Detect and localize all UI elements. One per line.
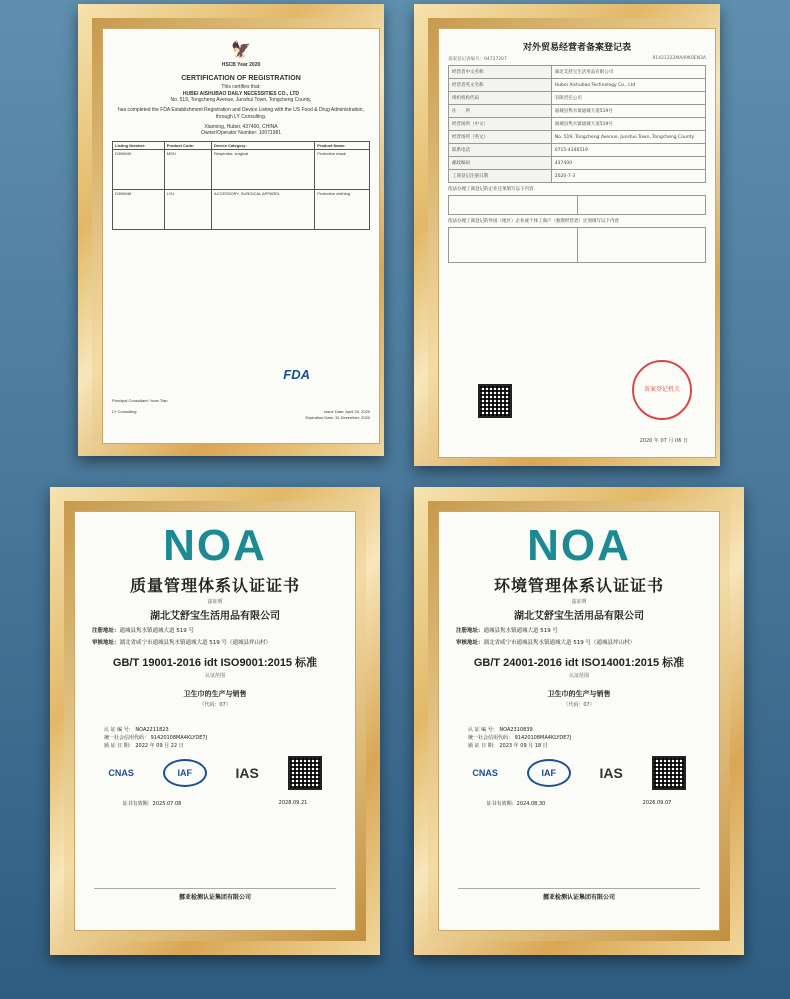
completed-text: has completed the FDA Establishment Registration and Device Listing with the US Food & Drug Administration, through LY Consulting. bbox=[118, 107, 364, 120]
cell: 工商登记注册日期 bbox=[449, 170, 552, 183]
table-row bbox=[449, 92, 706, 105]
owner-number: Owner/Operator Number: 10071981 bbox=[200, 130, 282, 137]
col-header: Product Code: bbox=[164, 142, 211, 150]
value: 通城县隽水镇通城大道 519 号 bbox=[119, 628, 195, 634]
scope: 卫生巾的生产与销售 bbox=[183, 690, 247, 698]
col-header: Listing Number: bbox=[113, 142, 165, 150]
valid-from: 证书有效期：2025.07.08 bbox=[122, 801, 182, 807]
table-row bbox=[449, 131, 706, 144]
qr-code bbox=[288, 756, 322, 790]
issue-date: Issue Date: April 25, 2020 bbox=[324, 409, 370, 415]
scope-code: （代码：07） bbox=[563, 702, 595, 708]
scope-code: （代码：07） bbox=[199, 702, 231, 708]
cnas-logo: CNAS bbox=[108, 768, 134, 778]
cell bbox=[577, 196, 706, 215]
section-2-table bbox=[448, 227, 706, 263]
cell: Protective clothing bbox=[315, 190, 370, 230]
footer bbox=[112, 398, 370, 420]
cell: ACCESSORY, SURGICAL APPAREL bbox=[212, 190, 315, 230]
cert-label: 兹证明 bbox=[207, 599, 223, 605]
cell: 湖北艾舒宝生活用品有限公司 bbox=[551, 66, 705, 79]
issuer-name: 挪亚检测认证集团有限公司 bbox=[458, 888, 700, 901]
table-row bbox=[449, 144, 706, 157]
noa-environment-certificate bbox=[438, 511, 720, 931]
table-row bbox=[449, 228, 706, 263]
table-row bbox=[449, 170, 706, 183]
cert-label: 兹证明 bbox=[571, 599, 587, 605]
record-number-row bbox=[448, 56, 706, 62]
cell: LYU bbox=[164, 190, 211, 230]
section-1-table bbox=[448, 195, 706, 215]
expiry-date: Expiration Date: 31 December, 2020 bbox=[305, 414, 370, 420]
iaf-logo: IAF bbox=[527, 759, 571, 787]
record-number: 04727207 bbox=[484, 57, 507, 62]
noa-quality-certificate bbox=[74, 511, 356, 931]
cert-title: CERTIFICATION OF REGISTRATION bbox=[181, 75, 301, 83]
ias-logo: IAS bbox=[599, 765, 623, 781]
validity bbox=[438, 800, 720, 807]
listing-table bbox=[112, 141, 370, 230]
cell: Respirator, surgical bbox=[212, 150, 315, 190]
cell: MSH bbox=[164, 150, 211, 190]
table-row bbox=[449, 118, 706, 131]
table-row bbox=[113, 150, 370, 190]
audit-address bbox=[438, 638, 720, 646]
record-title: 对外贸易经营者备案登记表 bbox=[522, 43, 631, 53]
cnas-logo: CNAS bbox=[472, 768, 498, 778]
record-code: 91421222MA49K0EN3A bbox=[652, 56, 706, 61]
scope-label: 认证范围 bbox=[204, 673, 225, 679]
city-text: Xianning, Hubei, 437400, CHINA bbox=[204, 123, 278, 130]
cert-meta bbox=[74, 726, 356, 750]
consultant: Principal Consultant: Yuan Tian bbox=[112, 397, 168, 403]
cell: 住 所 bbox=[449, 105, 552, 118]
cert-number: 认 证 编 号： NOA2310839 bbox=[468, 727, 533, 733]
value: 湖北省咸宁市通城县隽水镇通城大道 519 号（通城县坪山村） bbox=[483, 640, 636, 646]
number-label: 备案登记表编号： bbox=[448, 57, 484, 62]
cell: 经营者中文名称 bbox=[449, 66, 552, 79]
cert-number: 认 证 编 号： NOA2211823 bbox=[104, 727, 169, 733]
section-2: 依法办理工商登记的外国（地区）企业或个体工商户（独资经营者）还须填写以下内容 bbox=[448, 219, 619, 224]
issuer: LY Consulting bbox=[112, 409, 137, 415]
cell bbox=[577, 228, 706, 263]
cell bbox=[449, 228, 578, 263]
cell: 联系电话 bbox=[449, 144, 552, 157]
table-row bbox=[449, 79, 706, 92]
label: 注册地址： bbox=[456, 628, 484, 634]
cell: 0715-4346519 bbox=[551, 144, 705, 157]
table-row bbox=[449, 66, 706, 79]
cert-meta bbox=[438, 726, 720, 750]
eagle-flag-emblem: 🦅 bbox=[231, 42, 251, 59]
table-row bbox=[449, 105, 706, 118]
standard: GB/T 24001-2016 idt ISO14001:2015 标准 bbox=[473, 657, 685, 669]
table-row bbox=[113, 190, 370, 230]
accreditation-logos bbox=[458, 756, 700, 790]
company-name: HUBEI AISHUBAO DAILY NECESSITIES CO., LTD bbox=[182, 90, 300, 97]
standard: GB/T 19001-2016 idt ISO9001:2015 标准 bbox=[112, 657, 318, 669]
brand-text: HSCB Year 2020 bbox=[221, 61, 261, 68]
certifies-text: This certifies that: bbox=[221, 83, 261, 90]
cell bbox=[449, 196, 578, 215]
qr-code bbox=[652, 756, 686, 790]
record-date: 2020 年 07 月 06 日 bbox=[639, 438, 688, 444]
frame-mat bbox=[428, 18, 706, 452]
scope: 卫生巾的生产与销售 bbox=[547, 690, 611, 698]
iaf-logo: IAF bbox=[163, 759, 207, 787]
issue-date: 颁 证 日 期： 2022 年 09 月 22 日 bbox=[104, 743, 184, 749]
trade-record-form bbox=[438, 28, 716, 458]
cell: 有限责任公司 bbox=[551, 92, 705, 105]
cell: No. 519, Tongcheng Avenue, Junshui Town, Tongcheng County bbox=[551, 131, 705, 144]
credit-code: 统一社会信用代码： 91420108MA4KLYDE7J bbox=[468, 735, 572, 741]
valid-to: 2028.09.21 bbox=[278, 800, 308, 806]
cell: 2020-7-3 bbox=[551, 170, 705, 183]
label: 注册地址： bbox=[92, 628, 120, 634]
value: 湖北省咸宁市通城县隽水镇通城大道 519 号（通城县坪山村） bbox=[119, 640, 272, 646]
issuer-name: 挪亚检测认证集团有限公司 bbox=[94, 888, 336, 901]
cert-title: 质量管理体系认证证书 bbox=[129, 576, 300, 595]
red-official-stamp: 备案登记机关 bbox=[632, 360, 692, 420]
frame-mat bbox=[64, 501, 366, 941]
valid-from: 证书有效期：2024.08.30 bbox=[486, 801, 546, 807]
label: 审核地址： bbox=[456, 640, 484, 646]
ias-logo: IAS bbox=[235, 765, 259, 781]
audit-address bbox=[74, 638, 356, 646]
cell: Protective mask bbox=[315, 150, 370, 190]
frame-mat bbox=[92, 18, 370, 442]
cert-title: 环境管理体系认证证书 bbox=[493, 576, 664, 595]
cell: 组织机构代码 bbox=[449, 92, 552, 105]
cell: 邮政编码 bbox=[449, 157, 552, 170]
registered-address bbox=[438, 626, 720, 634]
company-name: 湖北艾舒宝生活用品有限公司 bbox=[150, 611, 280, 622]
noa-logo: NOA bbox=[163, 521, 267, 570]
table-row bbox=[449, 196, 706, 215]
noa-logo: NOA bbox=[527, 521, 631, 570]
gold-frame-noa-environment bbox=[414, 487, 744, 955]
cell: Hubei Aishubao Technology Co., Ltd bbox=[551, 79, 705, 92]
table-row bbox=[449, 157, 706, 170]
validity bbox=[74, 800, 356, 807]
frame-mat bbox=[428, 501, 730, 941]
credit-code: 统一社会信用代码： 91420108MA4KLYDE7J bbox=[104, 735, 208, 741]
gold-frame-record bbox=[414, 4, 720, 466]
cell: 通城县隽水镇通城大道519号 bbox=[551, 118, 705, 131]
col-header: Device Category: bbox=[212, 142, 315, 150]
section-1: 依法办理工商登记的企业还须填写以下内容 bbox=[448, 187, 534, 192]
cell: 437400 bbox=[551, 157, 705, 170]
scope-label: 认证范围 bbox=[568, 673, 589, 679]
col-header: Product Name: bbox=[315, 142, 370, 150]
cell: D398045 bbox=[113, 150, 165, 190]
cell: D398048 bbox=[113, 190, 165, 230]
value: 通城县隽水镇通城大道 519 号 bbox=[483, 628, 559, 634]
gold-frame-fda bbox=[78, 4, 384, 456]
cell: 通城县隽水镇通城大道519号 bbox=[551, 105, 705, 118]
qr-code bbox=[478, 384, 512, 418]
company-address: No. 519, Tongcheng Avenue, Junshui Town, Tongcheng County, bbox=[170, 97, 312, 104]
issue-date: 颁 证 日 期： 2023 年 09 月 18 日 bbox=[468, 743, 548, 749]
accreditation-logos bbox=[94, 756, 336, 790]
fda-logo: FDA bbox=[283, 367, 310, 383]
company-name: 湖北艾舒宝生活用品有限公司 bbox=[514, 611, 644, 622]
registered-address bbox=[74, 626, 356, 634]
cell: 经营者英文名称 bbox=[449, 79, 552, 92]
fda-certificate bbox=[102, 28, 380, 444]
gold-frame-noa-quality bbox=[50, 487, 380, 955]
record-table bbox=[448, 65, 706, 183]
cell: 经营场所（中文） bbox=[449, 118, 552, 131]
valid-to: 2026.09.07 bbox=[642, 800, 672, 806]
cell: 经营场所（英文） bbox=[449, 131, 552, 144]
label: 审核地址： bbox=[92, 640, 120, 646]
